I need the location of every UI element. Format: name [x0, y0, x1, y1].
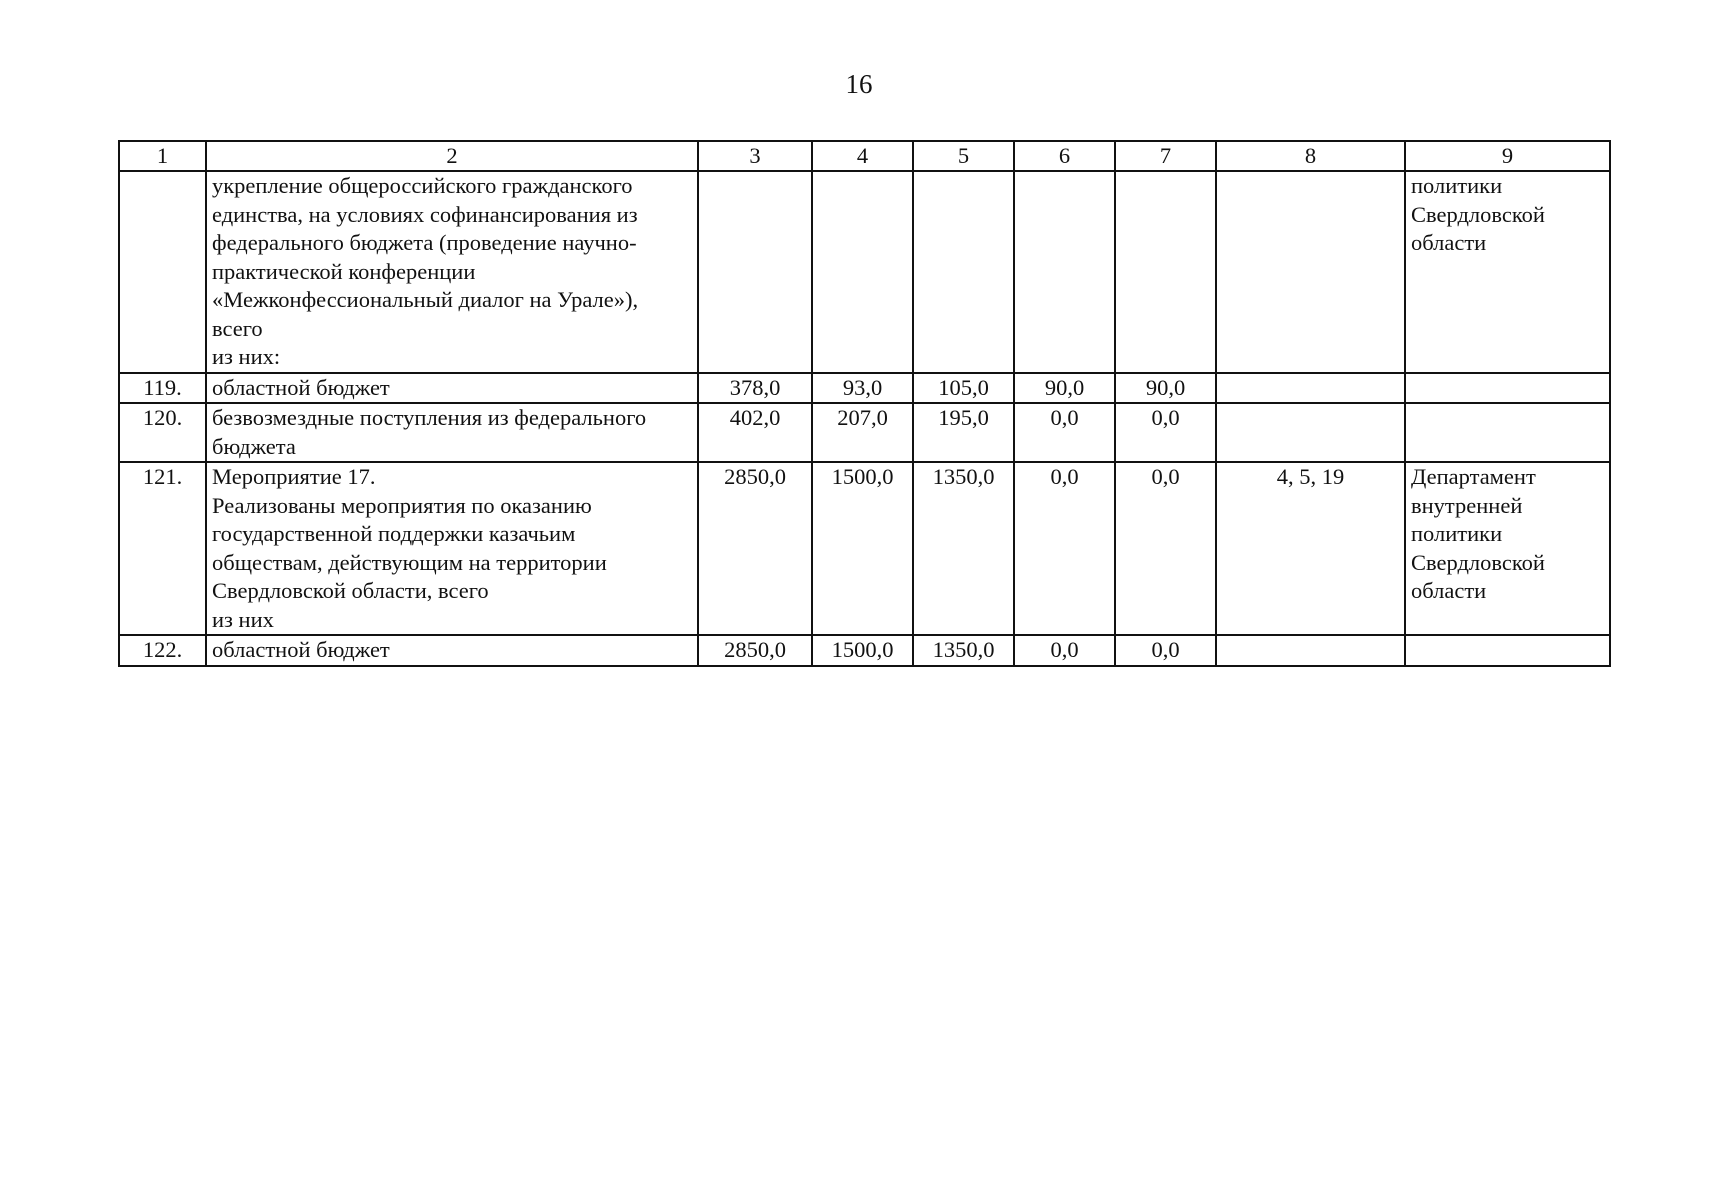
- cell-responsible: [1405, 403, 1610, 462]
- cell-col-4: 93,0: [812, 373, 913, 404]
- cell-col-5: [913, 171, 1014, 373]
- table-header-row: [119, 141, 1610, 171]
- column-header-4: 4: [812, 141, 913, 171]
- cell-col-4: 1500,0: [812, 635, 913, 666]
- column-header-1: 1: [119, 141, 206, 171]
- table-row: [119, 373, 1610, 404]
- column-header-5: 5: [913, 141, 1014, 171]
- cell-col-5: 1350,0: [913, 462, 1014, 635]
- cell-col-6: 0,0: [1014, 462, 1115, 635]
- row-number: [119, 171, 206, 373]
- cell-col-3: 2850,0: [698, 635, 812, 666]
- cell-col-5: 105,0: [913, 373, 1014, 404]
- cell-responsible: политики Свердловской области: [1405, 171, 1610, 373]
- column-header-8: 8: [1216, 141, 1405, 171]
- column-header-2: 2: [206, 141, 698, 171]
- row-description: областной бюджет: [206, 635, 698, 666]
- cell-responsible: [1405, 373, 1610, 404]
- column-header-7: 7: [1115, 141, 1216, 171]
- column-header-9: 9: [1405, 141, 1610, 171]
- row-number: 121.: [119, 462, 206, 635]
- cell-responsible: Департамент внутренней политики Свердловской области: [1405, 462, 1610, 635]
- cell-col-6: [1014, 171, 1115, 373]
- cell-col-3: 2850,0: [698, 462, 812, 635]
- cell-col-3: 378,0: [698, 373, 812, 404]
- page-number: 16: [845, 69, 873, 99]
- column-header-3: 3: [698, 141, 812, 171]
- cell-col-7: 0,0: [1115, 635, 1216, 666]
- cell-col-7: 90,0: [1115, 373, 1216, 404]
- cell-col-4: [812, 171, 913, 373]
- cell-col-6: 0,0: [1014, 403, 1115, 462]
- row-description: безвозмездные поступления из федерального бюджета: [206, 403, 698, 462]
- cell-target-refs: [1216, 403, 1405, 462]
- row-description: укрепление общероссийского гражданского единства, на условиях софинансирования из федерального бюджета (проведение научно- практической конференции «Межконфессиональный диалог на Урале»), всего из них:: [206, 171, 698, 373]
- cell-col-4: 1500,0: [812, 462, 913, 635]
- table-row: [119, 462, 1610, 635]
- cell-target-refs: [1216, 171, 1405, 373]
- cell-col-7: [1115, 171, 1216, 373]
- cell-col-5: 1350,0: [913, 635, 1014, 666]
- cell-responsible: [1405, 635, 1610, 666]
- cell-target-refs: [1216, 373, 1405, 404]
- cell-col-6: 90,0: [1014, 373, 1115, 404]
- budget-table: [118, 140, 1611, 667]
- row-description: областной бюджет: [206, 373, 698, 404]
- row-number: 120.: [119, 403, 206, 462]
- cell-col-7: 0,0: [1115, 462, 1216, 635]
- row-number: 122.: [119, 635, 206, 666]
- cell-col-4: 207,0: [812, 403, 913, 462]
- cell-col-7: 0,0: [1115, 403, 1216, 462]
- cell-col-6: 0,0: [1014, 635, 1115, 666]
- cell-col-5: 195,0: [913, 403, 1014, 462]
- column-header-6: 6: [1014, 141, 1115, 171]
- cell-target-refs: [1216, 635, 1405, 666]
- cell-target-refs: 4, 5, 19: [1216, 462, 1405, 635]
- table-row: [119, 635, 1610, 666]
- row-number: 119.: [119, 373, 206, 404]
- cell-col-3: 402,0: [698, 403, 812, 462]
- table-row: [119, 171, 1610, 373]
- cell-col-3: [698, 171, 812, 373]
- table-row: [119, 403, 1610, 462]
- row-description: Мероприятие 17. Реализованы мероприятия по оказанию государственной поддержки казачьим обществам, действующим на территории Свердловской области, всего из них: [206, 462, 698, 635]
